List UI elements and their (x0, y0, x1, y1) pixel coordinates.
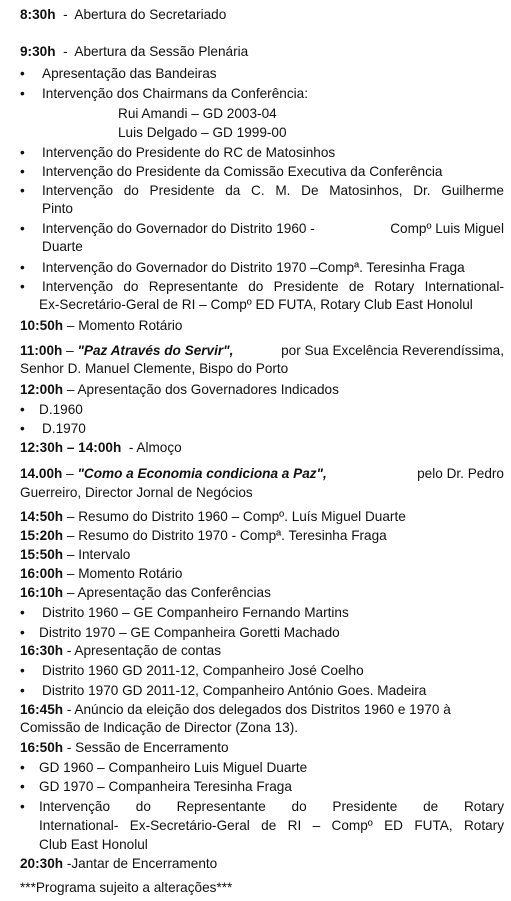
chairman-name: Luis Delgado – GD 1999-00 (118, 125, 287, 140)
program-line-1100: 11:00h – "Paz Através do Servir", por Sua Excelência Reverendíssima, (20, 343, 504, 358)
program-line-1200: 12:00h – Apresentação dos Governadores Indicados (20, 382, 339, 397)
program-line-1230: 12:30h – 14:00h - Almoço (20, 440, 182, 455)
program-line-continuation: Senhor D. Manuel Clemente, Bispo do Porto (20, 361, 289, 376)
program-line-1550: 15:50h – Intervalo (20, 547, 131, 562)
list-item-continuation: Duarte (42, 239, 83, 254)
program-line-1645: 16:45h - Anúncio da eleição dos delegados dos Distritos 1960 e 1970 à (20, 702, 451, 717)
program-line-1050: 10:50h – Momento Rotário (20, 318, 183, 333)
program-line-0830: 8:30h - Abertura do Secretariado (20, 7, 227, 22)
list-item-continuation: Ex-Secretário-Geral de RI – Compº ED FUTA, Rotary Club East Honolul (39, 297, 473, 312)
footer-note: ***Programa sujeito a alterações*** (20, 880, 233, 895)
list-item-continuation: Club East Honolul (39, 837, 148, 852)
program-line-continuation: Comissão de Indicação de Director (Zona 13). (20, 720, 299, 735)
program-line-1450: 14:50h – Resumo do Distrito 1960 – Compº. Luís Miguel Duarte (20, 509, 406, 524)
program-line-1630: 16:30h - Apresentação de contas (20, 643, 222, 658)
program-line-1400: 14.00h – "Como a Economia condiciona a Paz", pelo Dr. Pedro (20, 466, 504, 481)
chairman-name: Rui Amandi – GD 2003-04 (118, 106, 277, 121)
program-line-2030: 20:30h -Jantar de Encerramento (20, 856, 218, 871)
program-line-1600: 16:00h – Momento Rotário (20, 566, 183, 581)
program-line-1610: 16:10h – Apresentação das Conferências (20, 585, 271, 600)
program-line-1650: 16:50h - Sessão de Encerramento (20, 740, 229, 755)
list-item-continuation: Pinto (42, 201, 73, 216)
program-line-0930: 9:30h - Abertura da Sessão Plenária (20, 44, 249, 59)
program-line-1520: 15:20h – Resumo do Distrito 1970 - Compª. Teresinha Fraga (20, 528, 387, 543)
list-item-continuation: International- Ex-Secretário-Geral de RI – Compº ED FUTA, Rotary (39, 818, 504, 833)
program-line-continuation: Guerreiro, Director Jornal de Negócios (20, 485, 253, 500)
